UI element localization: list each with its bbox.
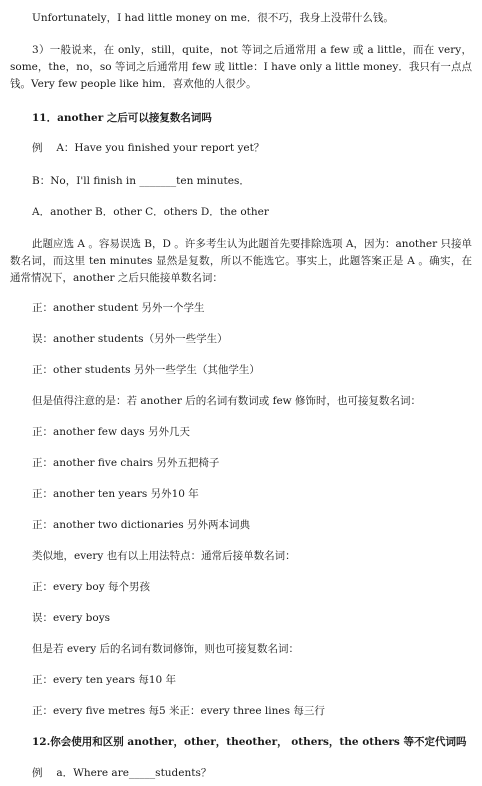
paragraph-usage-rule: 3）一般说来，在 only，still，quite，not 等词之后通常用 a few 或 a little，而在 very，some，the，no，so 等词之后通常用 few 或 little：I have only a little money．我只有一点点钱。Very few people like him．喜欢他的人很少。: [10, 44, 472, 90]
text-line: 正：another five chairs 另外五把椅子: [32, 457, 220, 469]
text-line: 正：another few days 另外几天: [32, 426, 190, 438]
text-line: 类似地，every 也有以上用法特点：通常后接单数名词：: [32, 550, 296, 562]
text-line: 正：another student 另外一个学生: [32, 302, 205, 314]
example-options: A．another B．other C．others D．the other: [32, 206, 269, 218]
example-question: 例 a．Where are_____students？: [32, 767, 212, 779]
text-line: 正：another ten years 另外10 年: [32, 488, 199, 500]
example-question: 例 A：Have you finished your report yet？: [32, 142, 265, 154]
text-line: 正：other students 另外一些学生（其他学生）: [32, 364, 260, 376]
text-line: 但是若 every 后的名词有数词修饰，则也可接复数名词：: [32, 643, 299, 655]
text-line: Unfortunately，I had little money on me．很不巧，我身上没带什么钱。: [32, 12, 394, 24]
example-answer: B：No，I'll finish in _______ten minutes．: [32, 175, 250, 187]
text-line: 误：every boys: [32, 612, 111, 624]
paragraph-explanation: 此题应选 A 。容易误选 B，D 。许多考生认为此题首先要排除选项 A，因为：another 只接单数名词，而这里 ten minutes 显然是复数，所以不能选它。事实上，此题答案正是 A 。确实，在通常情况下，another 之后只能接单数名词：: [10, 238, 472, 284]
text-line: 正：every ten years 每10 年: [32, 674, 177, 686]
text-line: 误：another students（另外一些学生）: [32, 333, 228, 345]
text-line: 正：every boy 每个男孩: [32, 581, 150, 593]
text-line: 但是值得注意的是：若 another 后的名词有数词或 few 修饰时，也可接复数名词：: [32, 395, 421, 407]
section-heading-11: 11．another 之后可以接复数名词吗: [32, 112, 212, 124]
text-line: 正：another two dictionaries 另外两本词典: [32, 519, 250, 531]
text-line: 正：every five metres 每5 米正：every three lines 每三行: [32, 705, 325, 717]
section-heading-12: 12.你会使用和区别 another，other，theother， others，the others 等不定代词吗: [32, 736, 467, 748]
